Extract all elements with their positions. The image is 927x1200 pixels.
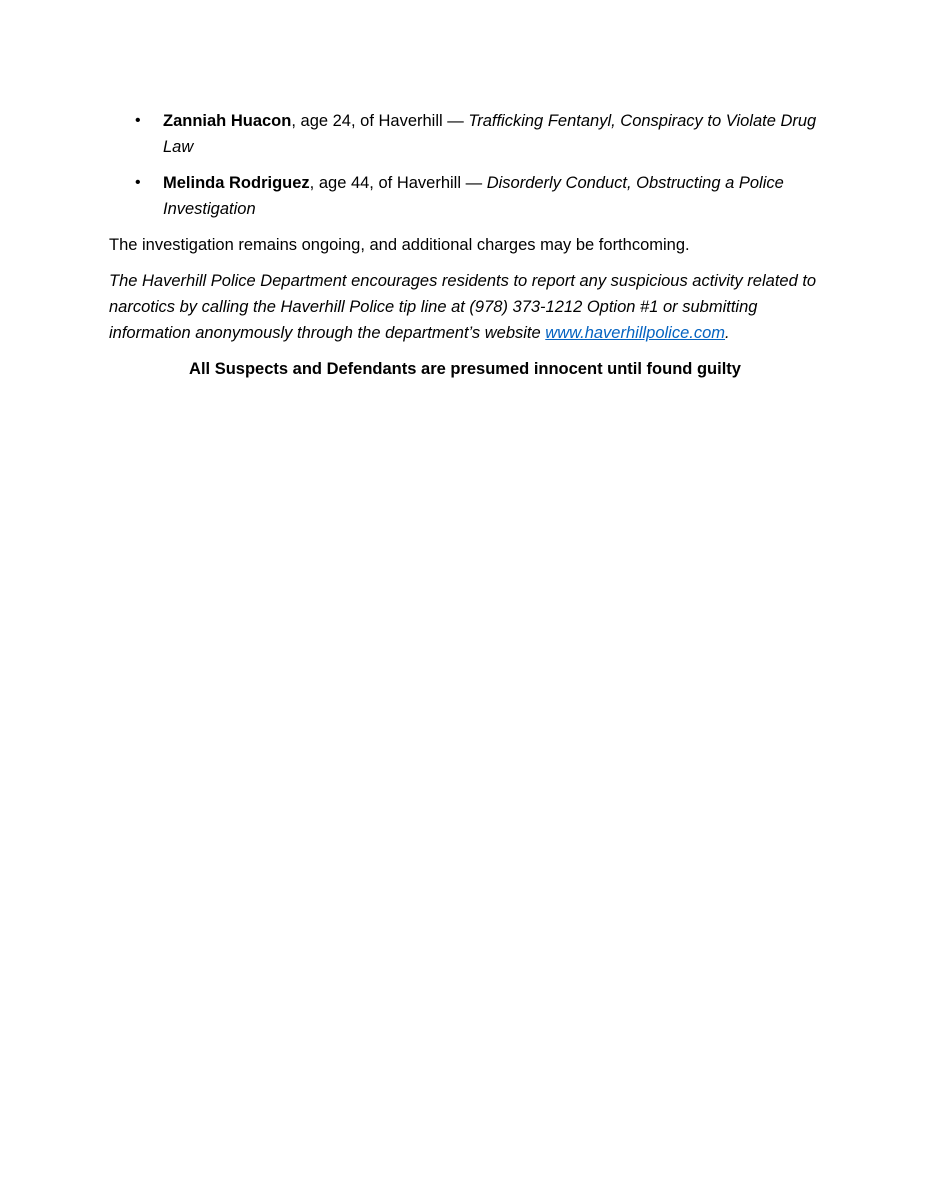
presumption-note: All Suspects and Defendants are presumed innocent until found guilty	[189, 360, 741, 378]
page-content	[109, 108, 821, 382]
list-item	[109, 108, 821, 160]
tip-paragraph	[109, 268, 821, 346]
tip-trailing: .	[725, 324, 730, 342]
defendant-name: Melinda Rodriguez	[163, 174, 310, 192]
defendant-offenses: Disorderly Conduct, Obstructing a Police Investigation	[163, 174, 784, 218]
website-link[interactable]: www.haverhillpolice.com	[545, 324, 726, 342]
investigation-status: The investigation remains ongoing, and additional charges may be forthcoming.	[109, 236, 690, 254]
defendant-name: Zanniah Huacon	[163, 112, 292, 130]
defendant-details: , age 24, of Haverhill —	[291, 112, 469, 130]
tip-text: The Haverhill Police Department encourages residents to report any suspicious activity related to narcotics by calling the Haverhill Police tip line at (978) 373-1212 Option #1 or submitting information anonymously through the department’s website	[109, 272, 817, 342]
defendant-offenses: Trafficking Fentanyl, Conspiracy to Violate Drug Law	[163, 112, 817, 156]
list-item	[109, 170, 821, 222]
charges-list	[109, 108, 821, 222]
bullet-icon: •	[135, 174, 141, 191]
bullet-icon: •	[135, 112, 141, 129]
defendant-details: , age 44, of Haverhill —	[309, 174, 487, 192]
